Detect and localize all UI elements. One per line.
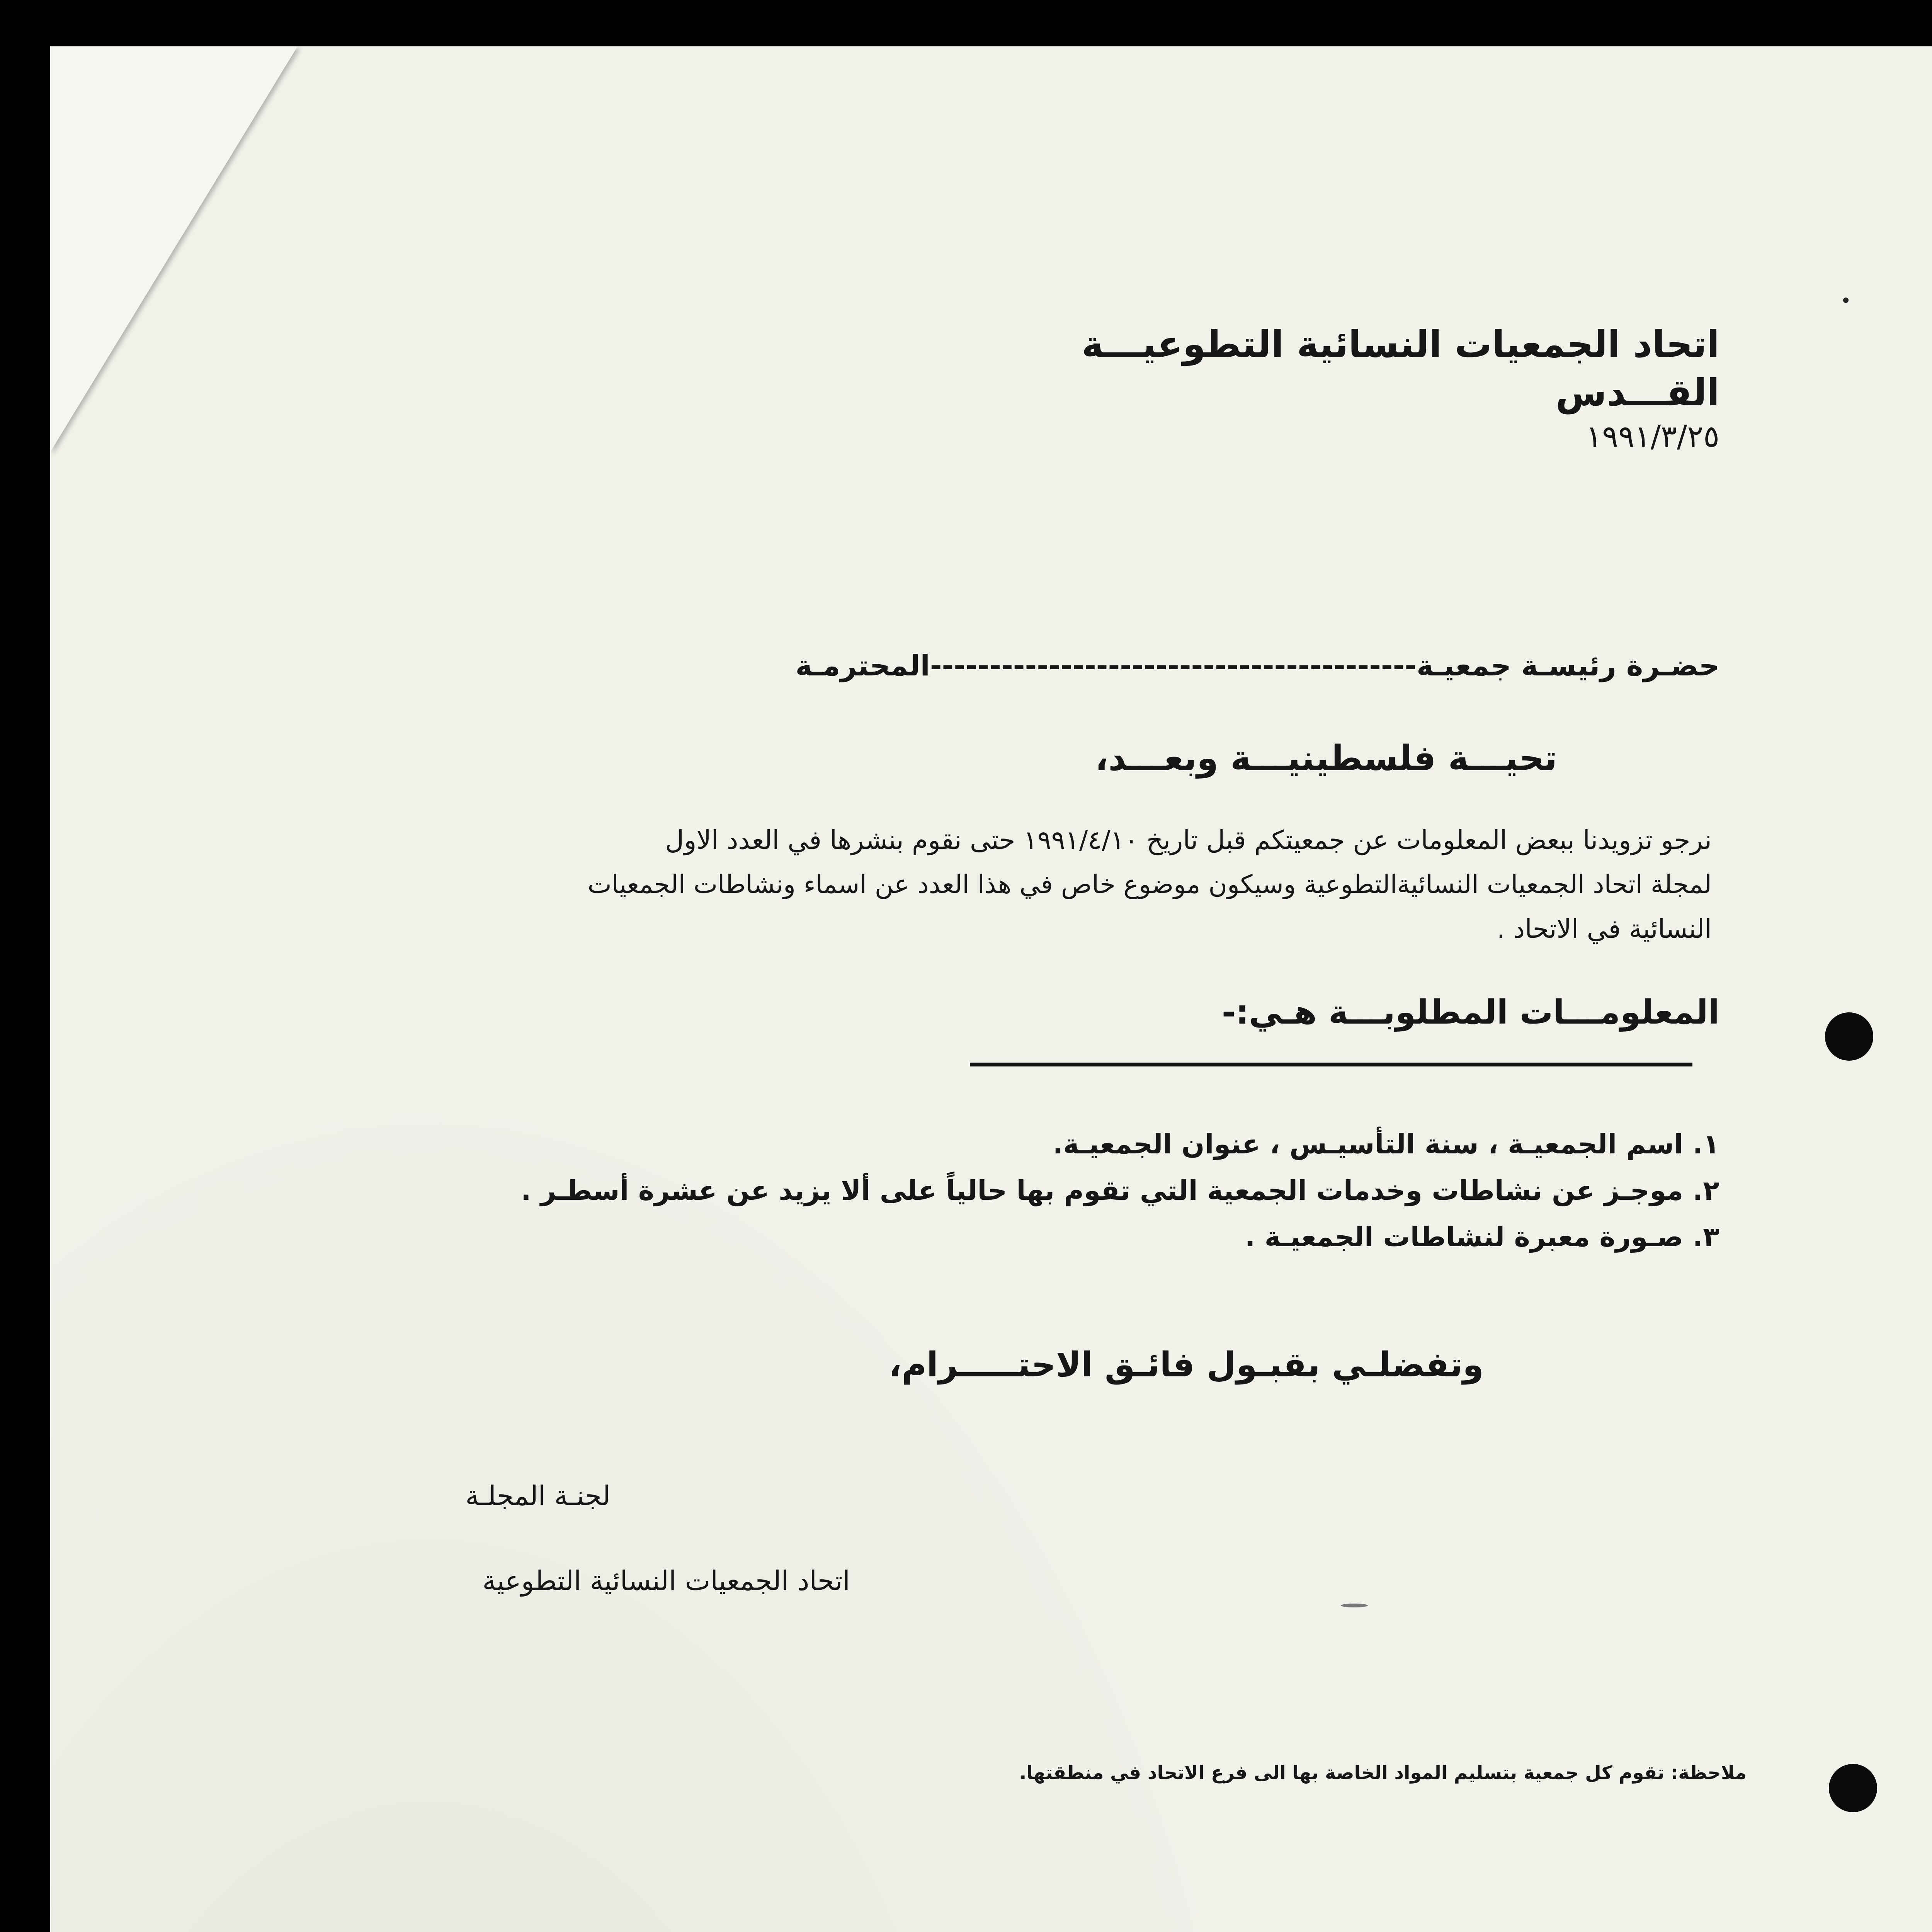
info-item-2: ٢. موجـز عن نشاطات وخدمات الجمعية التي تقوم بها حالياً على ألا يزيد عن عشرة أسطـر .	[521, 1175, 1719, 1206]
letter-page	[50, 46, 1932, 1932]
punch-hole-bottom	[1829, 1764, 1877, 1812]
closing-line: وتفضلـي بقبـول فائـق الاحتـــــرام،	[889, 1345, 1484, 1384]
punch-hole-top	[1825, 1012, 1873, 1061]
info-heading: المعلومـــات المطلوبـــة هـي:-	[1222, 993, 1719, 1032]
folded-corner	[50, 46, 298, 452]
ink-speck	[1341, 1604, 1368, 1607]
signature-organization: اتحاد الجمعيات النسائية التطوعية	[482, 1565, 850, 1597]
info-item-1: ١. اسم الجمعيـة ، سنة التأسيـس ، عنوان الجمعيـة.	[1053, 1128, 1719, 1160]
ink-speck	[1843, 298, 1849, 303]
body-line-2: لمجلة اتحاد الجمعيات النسائيةالتطوعية وسيكون موضوع خاص في هذا العدد عن اسماء ونشاطات الجمعيات	[587, 869, 1712, 899]
signature-committee: لجنـة المجلـة	[465, 1480, 611, 1512]
footnote: ملاحظة: تقوم كل جمعية بتسليم المواد الخاصة بها الى فرع الاتحاد في منطقتها.	[1019, 1762, 1747, 1784]
body-line-3: النسائية في الاتحاد .	[1497, 914, 1712, 944]
greeting: تحيـــة فلسطينيـــة وبعـــد،	[1095, 738, 1557, 779]
letterhead-organization: اتحاد الجمعيات النسائية التطوعيـــة	[1082, 323, 1719, 366]
body-line-1: نرجو تزويدنا ببعض المعلومات عن جمعيتكم قبل تاريخ ١٩٩١/٤/١٠ حتى نقوم بنشرها في العدد الاول	[665, 825, 1712, 855]
info-item-3: ٣. صـورة معبرة لنشاطات الجمعيـة .	[1245, 1221, 1719, 1253]
addressee-line: حضـرة رئيسـة جمعيـة-----------------------------------------المحترمـة	[795, 649, 1719, 682]
letterhead-date: ١٩٩١/٣/٢٥	[1586, 419, 1719, 454]
letterhead-city: القـــدس	[1555, 371, 1719, 414]
heading-underline	[970, 1063, 1692, 1066]
